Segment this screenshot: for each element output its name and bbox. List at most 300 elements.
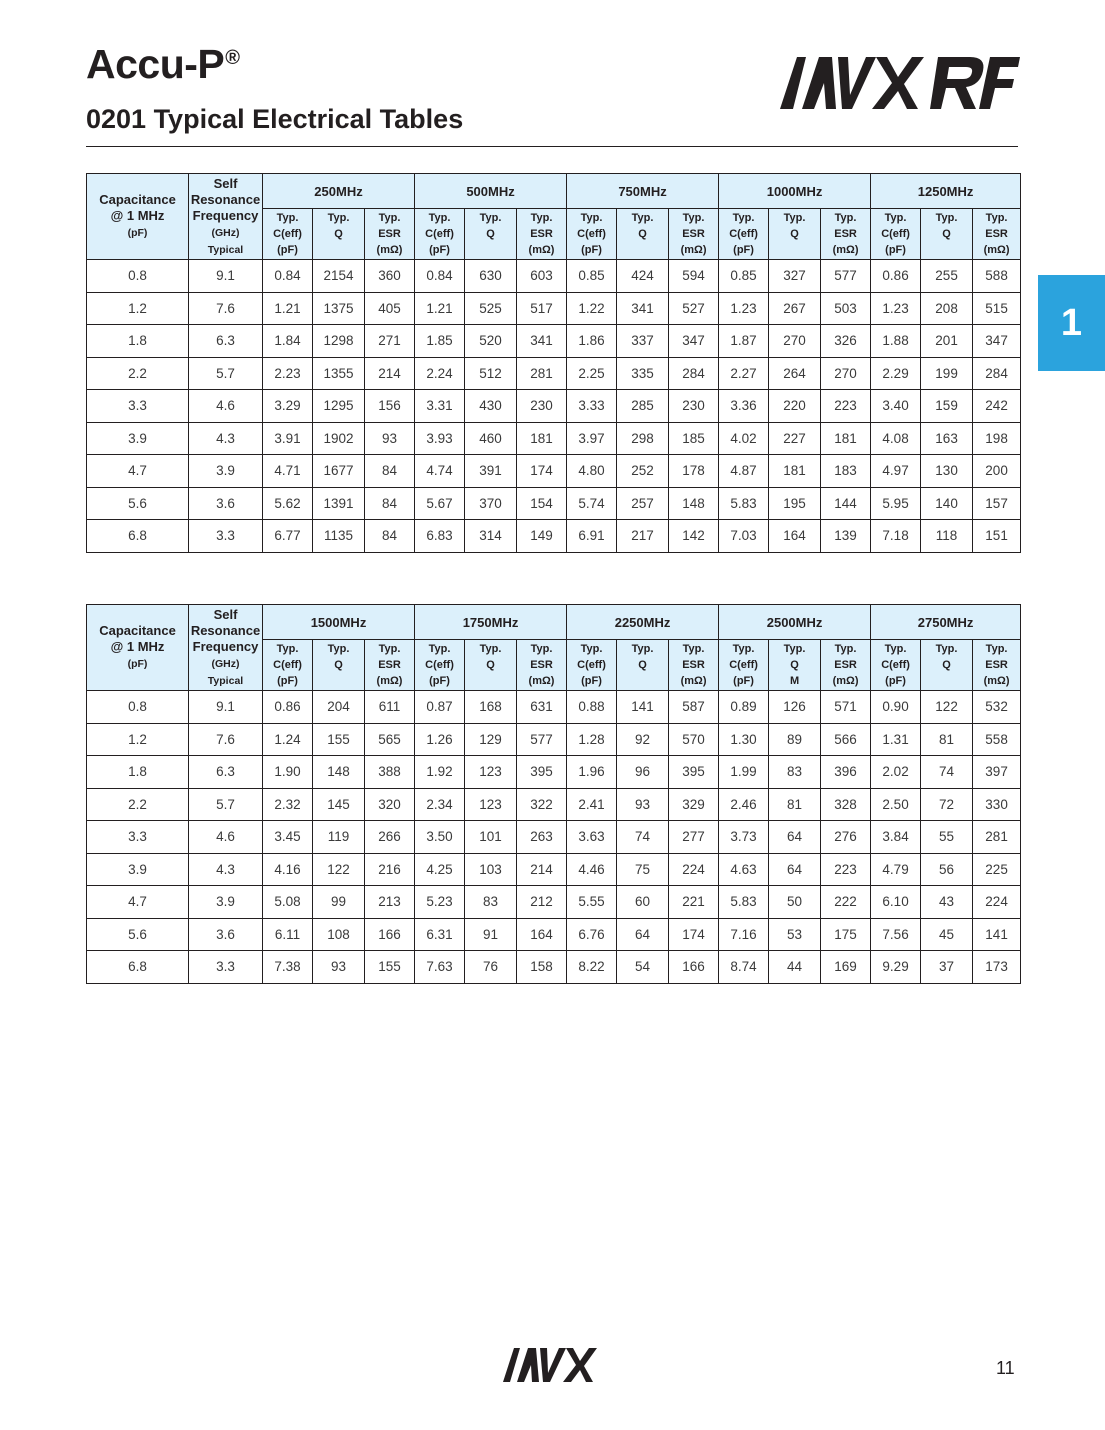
esr-header: Typ. ESR (mΩ): [365, 209, 415, 260]
value-cell: 144: [821, 487, 871, 520]
value-cell: 74: [921, 756, 973, 789]
value-cell: 4.46: [567, 853, 617, 886]
value-cell: 7.56: [871, 918, 921, 951]
value-cell: 91: [465, 918, 517, 951]
value-cell: 281: [973, 821, 1021, 854]
value-cell: 0.86: [871, 260, 921, 293]
table-row: [87, 723, 1021, 756]
value-cell: 3.33: [567, 390, 617, 423]
value-cell: 0.85: [567, 260, 617, 293]
q-header: Typ. Q M: [769, 640, 821, 691]
value-cell: 140: [921, 487, 973, 520]
value-cell: 1.92: [415, 756, 465, 789]
value-cell: 285: [617, 390, 669, 423]
value-cell: 1298: [313, 325, 365, 358]
value-cell: 1.90: [263, 756, 313, 789]
table-row: [87, 292, 1021, 325]
value-cell: 570: [669, 723, 719, 756]
value-cell: 577: [517, 723, 567, 756]
frequency-header: 750MHz: [567, 174, 719, 209]
value-cell: 6.11: [263, 918, 313, 951]
value-cell: 532: [973, 691, 1021, 724]
value-cell: 222: [821, 886, 871, 919]
value-cell: 271: [365, 325, 415, 358]
value-cell: 603: [517, 260, 567, 293]
capacitance-cell: 3.9: [87, 853, 189, 886]
value-cell: 154: [517, 487, 567, 520]
value-cell: 54: [617, 951, 669, 984]
esr-header: Typ. ESR (mΩ): [669, 640, 719, 691]
ceff-header: Typ. C(eff) (pF): [871, 209, 921, 260]
value-cell: 314: [465, 520, 517, 553]
srf-cell: 4.6: [189, 390, 263, 423]
value-cell: 1135: [313, 520, 365, 553]
value-cell: 164: [517, 918, 567, 951]
value-cell: 6.77: [263, 520, 313, 553]
value-cell: 216: [365, 853, 415, 886]
value-cell: 8.22: [567, 951, 617, 984]
srf-cell: 9.1: [189, 260, 263, 293]
value-cell: 168: [465, 691, 517, 724]
value-cell: 119: [313, 821, 365, 854]
value-cell: 6.91: [567, 520, 617, 553]
value-cell: 1.84: [263, 325, 313, 358]
value-cell: 242: [973, 390, 1021, 423]
value-cell: 178: [669, 455, 719, 488]
value-cell: 163: [921, 422, 973, 455]
electrical-table-1: [86, 173, 1021, 553]
value-cell: 164: [769, 520, 821, 553]
value-cell: 6.31: [415, 918, 465, 951]
value-cell: 5.83: [719, 487, 769, 520]
capacitance-cell: 3.9: [87, 422, 189, 455]
value-cell: 89: [769, 723, 821, 756]
value-cell: 9.29: [871, 951, 921, 984]
value-cell: 2154: [313, 260, 365, 293]
srf-cell: 3.6: [189, 487, 263, 520]
capacitance-cell: 3.3: [87, 821, 189, 854]
table-row: [87, 487, 1021, 520]
srf-cell: 4.3: [189, 422, 263, 455]
value-cell: 4.87: [719, 455, 769, 488]
value-cell: 217: [617, 520, 669, 553]
value-cell: 6.10: [871, 886, 921, 919]
capacitance-cell: 2.2: [87, 357, 189, 390]
electrical-table-2: [86, 604, 1021, 984]
value-cell: 166: [669, 951, 719, 984]
value-cell: 223: [821, 390, 871, 423]
value-cell: 5.55: [567, 886, 617, 919]
value-cell: 7.16: [719, 918, 769, 951]
value-cell: 266: [365, 821, 415, 854]
value-cell: 181: [769, 455, 821, 488]
value-cell: 388: [365, 756, 415, 789]
value-cell: 276: [821, 821, 871, 854]
value-cell: 631: [517, 691, 567, 724]
value-cell: 298: [617, 422, 669, 455]
value-cell: 460: [465, 422, 517, 455]
value-cell: 5.67: [415, 487, 465, 520]
section-tab: 1: [1038, 275, 1105, 371]
value-cell: 4.16: [263, 853, 313, 886]
value-cell: 405: [365, 292, 415, 325]
capacitance-cell: 4.7: [87, 455, 189, 488]
frequency-header: 500MHz: [415, 174, 567, 209]
srf-cell: 6.3: [189, 756, 263, 789]
value-cell: 227: [769, 422, 821, 455]
self-resonance-header: Self Resonance Frequency (GHz) Typical: [189, 605, 263, 691]
value-cell: 2.29: [871, 357, 921, 390]
page-subtitle: 0201 Typical Electrical Tables: [86, 104, 464, 134]
value-cell: 512: [465, 357, 517, 390]
value-cell: 1391: [313, 487, 365, 520]
value-cell: 3.45: [263, 821, 313, 854]
value-cell: 277: [669, 821, 719, 854]
value-cell: 594: [669, 260, 719, 293]
value-cell: 7.38: [263, 951, 313, 984]
value-cell: 0.88: [567, 691, 617, 724]
value-cell: 1.88: [871, 325, 921, 358]
table-row: [87, 390, 1021, 423]
value-cell: 1.86: [567, 325, 617, 358]
srf-cell: 4.6: [189, 821, 263, 854]
esr-header: Typ. ESR (mΩ): [821, 209, 871, 260]
capacitance-cell: 0.8: [87, 691, 189, 724]
frequency-header: 2750MHz: [871, 605, 1021, 640]
value-cell: 347: [973, 325, 1021, 358]
q-header: Typ. Q: [769, 209, 821, 260]
srf-cell: 5.7: [189, 357, 263, 390]
capacitance-cell: 5.6: [87, 487, 189, 520]
value-cell: 257: [617, 487, 669, 520]
self-resonance-header: Self Resonance Frequency (GHz) Typical: [189, 174, 263, 260]
value-cell: 1.21: [415, 292, 465, 325]
value-cell: 181: [821, 422, 871, 455]
value-cell: 4.97: [871, 455, 921, 488]
esr-header: Typ. ESR (mΩ): [973, 209, 1021, 260]
frequency-header: 1750MHz: [415, 605, 567, 640]
value-cell: 99: [313, 886, 365, 919]
ceff-header: Typ. C(eff) (pF): [567, 640, 617, 691]
capacitance-cell: 0.8: [87, 260, 189, 293]
value-cell: 148: [669, 487, 719, 520]
value-cell: 3.63: [567, 821, 617, 854]
value-cell: 50: [769, 886, 821, 919]
value-cell: 3.31: [415, 390, 465, 423]
value-cell: 221: [669, 886, 719, 919]
esr-header: Typ. ESR (mΩ): [517, 209, 567, 260]
value-cell: 83: [769, 756, 821, 789]
value-cell: 577: [821, 260, 871, 293]
value-cell: 515: [973, 292, 1021, 325]
value-cell: 2.24: [415, 357, 465, 390]
value-cell: 64: [769, 853, 821, 886]
value-cell: 225: [973, 853, 1021, 886]
value-cell: 158: [517, 951, 567, 984]
q-header: Typ. Q: [921, 640, 973, 691]
value-cell: 4.74: [415, 455, 465, 488]
srf-cell: 5.7: [189, 788, 263, 821]
value-cell: 159: [921, 390, 973, 423]
value-cell: 3.84: [871, 821, 921, 854]
value-cell: 199: [921, 357, 973, 390]
value-cell: 185: [669, 422, 719, 455]
value-cell: 3.50: [415, 821, 465, 854]
value-cell: 558: [973, 723, 1021, 756]
value-cell: 0.90: [871, 691, 921, 724]
value-cell: 2.27: [719, 357, 769, 390]
q-header: Typ. Q: [617, 640, 669, 691]
value-cell: 587: [669, 691, 719, 724]
srf-cell: 7.6: [189, 723, 263, 756]
value-cell: 252: [617, 455, 669, 488]
value-cell: 166: [365, 918, 415, 951]
page-title: Accu-P®: [86, 41, 240, 87]
value-cell: 565: [365, 723, 415, 756]
value-cell: 1.22: [567, 292, 617, 325]
value-cell: 330: [973, 788, 1021, 821]
value-cell: 1.30: [719, 723, 769, 756]
value-cell: 2.25: [567, 357, 617, 390]
value-cell: 130: [921, 455, 973, 488]
capacitance-cell: 2.2: [87, 788, 189, 821]
value-cell: 2.23: [263, 357, 313, 390]
value-cell: 123: [465, 788, 517, 821]
registered-mark: ®: [225, 47, 240, 69]
value-cell: 347: [669, 325, 719, 358]
value-cell: 341: [517, 325, 567, 358]
value-cell: 328: [821, 788, 871, 821]
value-cell: 397: [973, 756, 1021, 789]
frequency-header: 1250MHz: [871, 174, 1021, 209]
value-cell: 139: [821, 520, 871, 553]
value-cell: 1.23: [719, 292, 769, 325]
value-cell: 329: [669, 788, 719, 821]
value-cell: 571: [821, 691, 871, 724]
value-cell: 201: [921, 325, 973, 358]
value-cell: 4.71: [263, 455, 313, 488]
value-cell: 4.80: [567, 455, 617, 488]
value-cell: 224: [669, 853, 719, 886]
value-cell: 320: [365, 788, 415, 821]
srf-cell: 3.3: [189, 951, 263, 984]
value-cell: 503: [821, 292, 871, 325]
value-cell: 75: [617, 853, 669, 886]
value-cell: 270: [769, 325, 821, 358]
value-cell: 395: [517, 756, 567, 789]
value-cell: 0.84: [263, 260, 313, 293]
value-cell: 141: [973, 918, 1021, 951]
ceff-header: Typ. C(eff) (pF): [263, 640, 313, 691]
value-cell: 148: [313, 756, 365, 789]
value-cell: 157: [973, 487, 1021, 520]
value-cell: 6.76: [567, 918, 617, 951]
frequency-header: 2500MHz: [719, 605, 871, 640]
value-cell: 4.79: [871, 853, 921, 886]
value-cell: 93: [365, 422, 415, 455]
value-cell: 3.97: [567, 422, 617, 455]
value-cell: 183: [821, 455, 871, 488]
value-cell: 360: [365, 260, 415, 293]
value-cell: 264: [769, 357, 821, 390]
capacitance-cell: 6.8: [87, 520, 189, 553]
value-cell: 566: [821, 723, 871, 756]
avx-footer-logo: [503, 1347, 601, 1383]
capacitance-header: Capacitance @ 1 MHz (pF): [87, 174, 189, 260]
ceff-header: Typ. C(eff) (pF): [415, 209, 465, 260]
value-cell: 122: [313, 853, 365, 886]
value-cell: 1.99: [719, 756, 769, 789]
table-row: [87, 821, 1021, 854]
value-cell: 212: [517, 886, 567, 919]
value-cell: 145: [313, 788, 365, 821]
value-cell: 2.41: [567, 788, 617, 821]
value-cell: 284: [669, 357, 719, 390]
frequency-header: 2250MHz: [567, 605, 719, 640]
value-cell: 395: [669, 756, 719, 789]
capacitance-header: Capacitance @ 1 MHz (pF): [87, 605, 189, 691]
value-cell: 155: [365, 951, 415, 984]
value-cell: 327: [769, 260, 821, 293]
value-cell: 149: [517, 520, 567, 553]
value-cell: 1.31: [871, 723, 921, 756]
frequency-header: 1000MHz: [719, 174, 871, 209]
table-row: [87, 756, 1021, 789]
value-cell: 5.95: [871, 487, 921, 520]
value-cell: 341: [617, 292, 669, 325]
ceff-header: Typ. C(eff) (pF): [415, 640, 465, 691]
value-cell: 4.63: [719, 853, 769, 886]
value-cell: 8.74: [719, 951, 769, 984]
srf-cell: 9.1: [189, 691, 263, 724]
value-cell: 322: [517, 788, 567, 821]
value-cell: 588: [973, 260, 1021, 293]
capacitance-cell: 1.8: [87, 756, 189, 789]
value-cell: 1.87: [719, 325, 769, 358]
page-number: 11: [996, 1358, 1015, 1378]
capacitance-cell: 4.7: [87, 886, 189, 919]
value-cell: 53: [769, 918, 821, 951]
srf-cell: 4.3: [189, 853, 263, 886]
value-cell: 5.62: [263, 487, 313, 520]
value-cell: 3.93: [415, 422, 465, 455]
value-cell: 81: [921, 723, 973, 756]
value-cell: 7.03: [719, 520, 769, 553]
value-cell: 1375: [313, 292, 365, 325]
value-cell: 223: [821, 853, 871, 886]
esr-header: Typ. ESR (mΩ): [821, 640, 871, 691]
value-cell: 1.24: [263, 723, 313, 756]
capacitance-cell: 1.8: [87, 325, 189, 358]
value-cell: 7.63: [415, 951, 465, 984]
value-cell: 181: [517, 422, 567, 455]
srf-cell: 6.3: [189, 325, 263, 358]
value-cell: 424: [617, 260, 669, 293]
value-cell: 156: [365, 390, 415, 423]
value-cell: 123: [465, 756, 517, 789]
value-cell: 2.46: [719, 788, 769, 821]
value-cell: 270: [821, 357, 871, 390]
value-cell: 1.26: [415, 723, 465, 756]
value-cell: 173: [973, 951, 1021, 984]
value-cell: 335: [617, 357, 669, 390]
value-cell: 2.34: [415, 788, 465, 821]
value-cell: 255: [921, 260, 973, 293]
q-header: Typ. Q: [313, 640, 365, 691]
value-cell: 3.73: [719, 821, 769, 854]
srf-cell: 3.3: [189, 520, 263, 553]
value-cell: 214: [517, 853, 567, 886]
value-cell: 96: [617, 756, 669, 789]
value-cell: 0.89: [719, 691, 769, 724]
esr-header: Typ. ESR (mΩ): [973, 640, 1021, 691]
value-cell: 141: [617, 691, 669, 724]
srf-cell: 7.6: [189, 292, 263, 325]
value-cell: 56: [921, 853, 973, 886]
value-cell: 527: [669, 292, 719, 325]
value-cell: 93: [617, 788, 669, 821]
value-cell: 396: [821, 756, 871, 789]
esr-header: Typ. ESR (mΩ): [669, 209, 719, 260]
value-cell: 55: [921, 821, 973, 854]
value-cell: 103: [465, 853, 517, 886]
esr-header: Typ. ESR (mΩ): [517, 640, 567, 691]
table-row: [87, 886, 1021, 919]
value-cell: 1902: [313, 422, 365, 455]
value-cell: 208: [921, 292, 973, 325]
value-cell: 118: [921, 520, 973, 553]
value-cell: 37: [921, 951, 973, 984]
value-cell: 1.28: [567, 723, 617, 756]
value-cell: 213: [365, 886, 415, 919]
value-cell: 200: [973, 455, 1021, 488]
value-cell: 174: [669, 918, 719, 951]
value-cell: 142: [669, 520, 719, 553]
value-cell: 267: [769, 292, 821, 325]
frequency-header: 250MHz: [263, 174, 415, 209]
value-cell: 430: [465, 390, 517, 423]
value-cell: 6.83: [415, 520, 465, 553]
value-cell: 7.18: [871, 520, 921, 553]
value-cell: 195: [769, 487, 821, 520]
q-header: Typ. Q: [921, 209, 973, 260]
value-cell: 326: [821, 325, 871, 358]
value-cell: 281: [517, 357, 567, 390]
header-rule: [86, 146, 1018, 147]
value-cell: 43: [921, 886, 973, 919]
value-cell: 1677: [313, 455, 365, 488]
value-cell: 1355: [313, 357, 365, 390]
value-cell: 81: [769, 788, 821, 821]
table-row: [87, 853, 1021, 886]
value-cell: 72: [921, 788, 973, 821]
capacitance-cell: 6.8: [87, 951, 189, 984]
table-row: [87, 691, 1021, 724]
value-cell: 0.86: [263, 691, 313, 724]
srf-cell: 3.9: [189, 886, 263, 919]
avx-rf-logo: [780, 55, 1020, 111]
value-cell: 76: [465, 951, 517, 984]
value-cell: 175: [821, 918, 871, 951]
table-row: [87, 788, 1021, 821]
value-cell: 151: [973, 520, 1021, 553]
q-header: Typ. Q: [617, 209, 669, 260]
q-header: Typ. Q: [465, 640, 517, 691]
capacitance-cell: 3.3: [87, 390, 189, 423]
value-cell: 45: [921, 918, 973, 951]
ceff-header: Typ. C(eff) (pF): [871, 640, 921, 691]
value-cell: 284: [973, 357, 1021, 390]
